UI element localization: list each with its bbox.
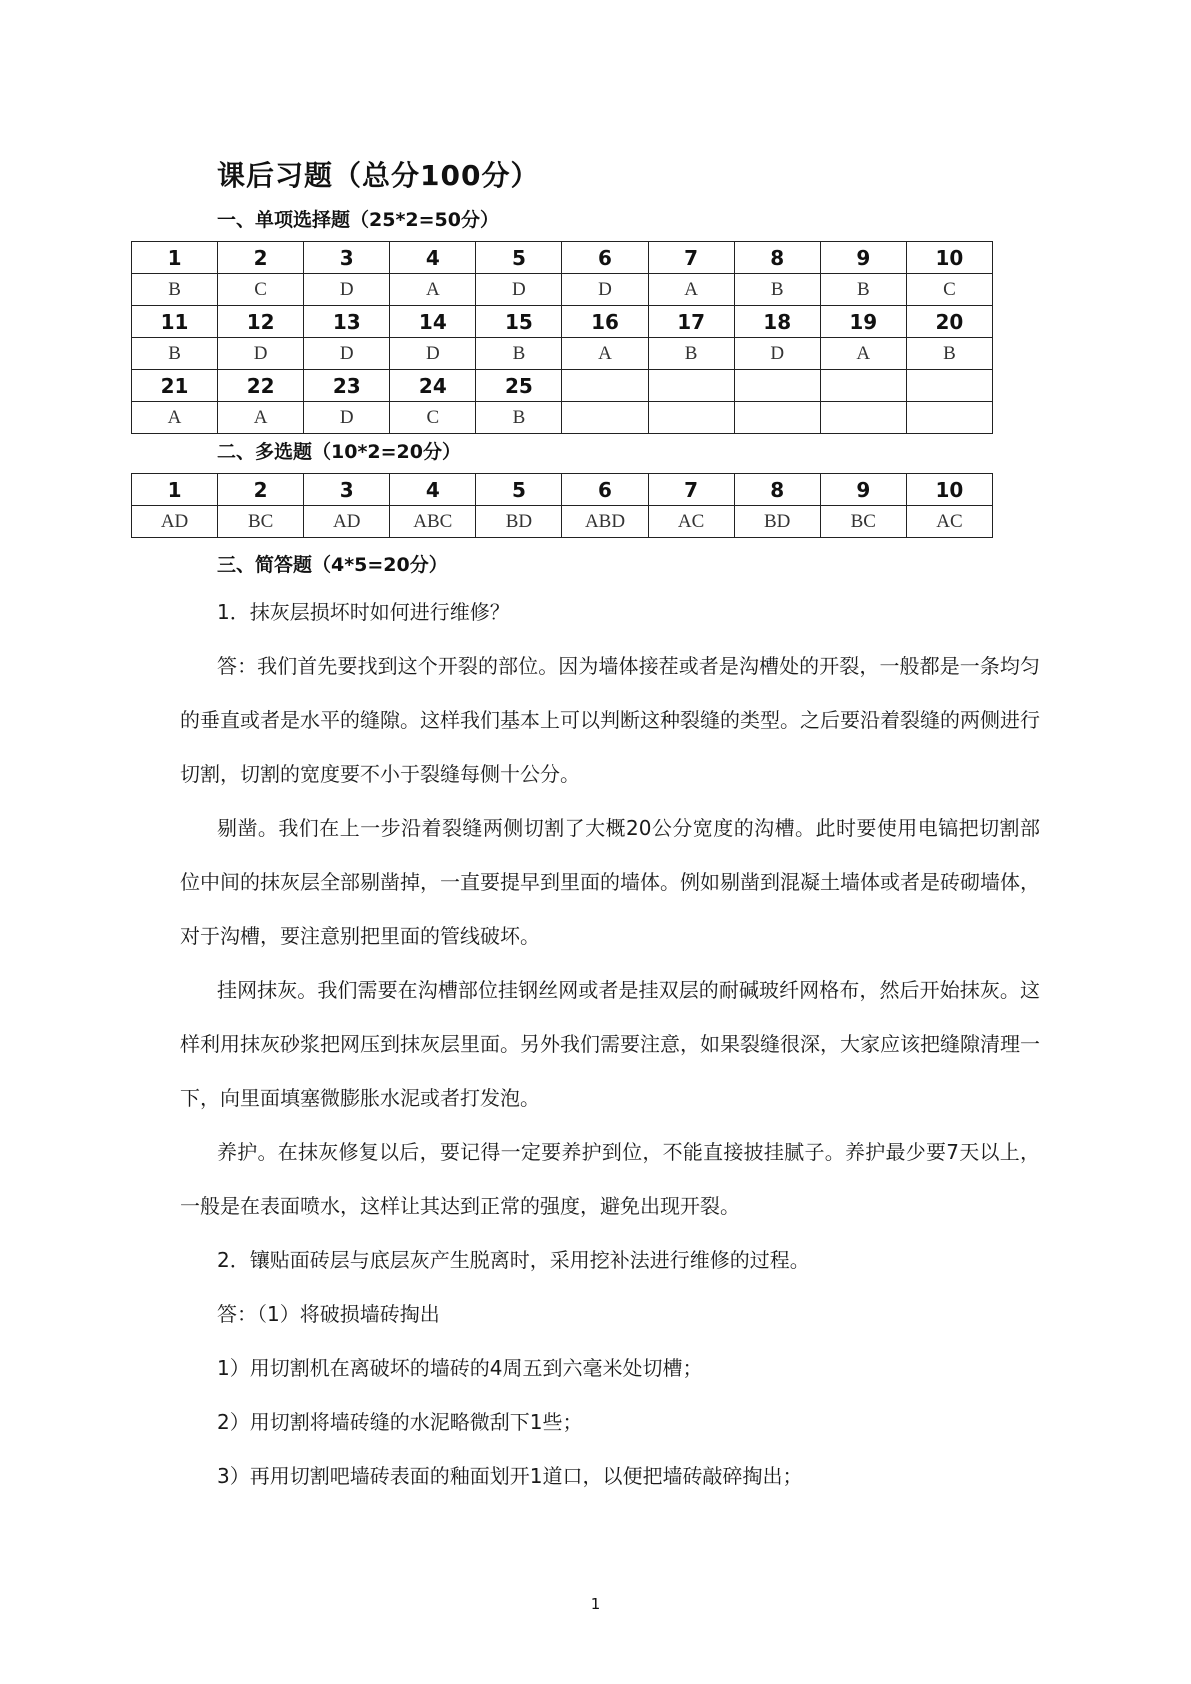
answer-cell: A <box>390 274 476 306</box>
question-number-cell: 23 <box>304 370 390 402</box>
question-number-cell: 4 <box>390 242 476 274</box>
question-number-cell: 22 <box>218 370 304 402</box>
answer-cell: AC <box>906 506 992 538</box>
answer-cell: BD <box>734 506 820 538</box>
answer-cell <box>820 402 906 434</box>
question-number-cell: 16 <box>562 306 648 338</box>
answer-row <box>132 506 993 538</box>
answer-cell: BC <box>820 506 906 538</box>
question-number-cell <box>734 370 820 402</box>
answer-cell: D <box>734 338 820 370</box>
question-number-cell: 9 <box>820 242 906 274</box>
question-number-row <box>132 474 993 506</box>
question-number-cell: 15 <box>476 306 562 338</box>
answer-cell: A <box>218 402 304 434</box>
question-number-cell: 18 <box>734 306 820 338</box>
answer-1-part-1: 答：我们首先要找到这个开裂的部位。因为墙体接茬或者是沟槽处的开裂，一般都是一条均匀的垂直或者是水平的缝隙。这样我们基本上可以判断这种裂缝的类型。之后要沿着裂缝的两侧进行切割，切割的宽度要不小于裂缝每侧十公分。 <box>180 654 1040 786</box>
short-answer-body <box>180 585 1040 1503</box>
answer-cell: B <box>734 274 820 306</box>
answer-cell: D <box>562 274 648 306</box>
answer-2-step-3: 3）再用切割吧墙砖表面的釉面划开1道口，以便把墙砖敲碎掏出； <box>217 1464 803 1488</box>
answer-cell: A <box>648 274 734 306</box>
question-number-cell: 14 <box>390 306 476 338</box>
single-choice-answer-table <box>131 241 993 434</box>
answer-cell: ABC <box>390 506 476 538</box>
question-number-cell: 10 <box>906 242 992 274</box>
question-number-cell: 17 <box>648 306 734 338</box>
question-number-cell: 20 <box>906 306 992 338</box>
question-number-cell <box>906 370 992 402</box>
answer-cell: D <box>304 338 390 370</box>
question-number-cell: 7 <box>648 474 734 506</box>
answer-cell: A <box>132 402 218 434</box>
question-number-cell: 24 <box>390 370 476 402</box>
question-number-cell: 6 <box>562 474 648 506</box>
answer-cell <box>648 402 734 434</box>
question-number-cell: 19 <box>820 306 906 338</box>
answer-1-part-3: 挂网抹灰。我们需要在沟槽部位挂钢丝网或者是挂双层的耐碱玻纤网格布，然后开始抹灰。这样利用抹灰砂浆把网压到抹灰层里面。另外我们需要注意，如果裂缝很深，大家应该把缝隙清理一下，向里面填塞微膨胀水泥或者打发泡。 <box>180 978 1040 1110</box>
section1-heading: 一、单项选择题（25*2=50分） <box>217 209 499 231</box>
question-number-cell: 6 <box>562 242 648 274</box>
answer-cell: D <box>218 338 304 370</box>
question-number-cell: 10 <box>906 474 992 506</box>
answer-cell: A <box>562 338 648 370</box>
question-number-cell: 8 <box>734 474 820 506</box>
answer-cell: C <box>218 274 304 306</box>
answer-row <box>132 402 993 434</box>
question-number-cell: 12 <box>218 306 304 338</box>
question-1: 1．抹灰层损坏时如何进行维修？ <box>217 600 510 624</box>
answer-cell: BD <box>476 506 562 538</box>
answer-cell: B <box>648 338 734 370</box>
question-number-cell: 5 <box>476 474 562 506</box>
answer-1-part-4: 养护。在抹灰修复以后，要记得一定要养护到位，不能直接披挂腻子。养护最少要7天以上，一般是在表面喷水，这样让其达到正常的强度，避免出现开裂。 <box>180 1140 1040 1218</box>
question-number-cell: 13 <box>304 306 390 338</box>
question-number-cell: 2 <box>218 474 304 506</box>
answer-cell: ABD <box>562 506 648 538</box>
question-2: 2．镶贴面砖层与底层灰产生脱离时，采用挖补法进行维修的过程。 <box>217 1248 810 1272</box>
question-number-cell: 11 <box>132 306 218 338</box>
question-number-cell: 8 <box>734 242 820 274</box>
page-title: 课后习题（总分100分） <box>217 159 540 192</box>
question-number-row <box>132 370 993 402</box>
question-number-cell: 9 <box>820 474 906 506</box>
answer-cell <box>734 402 820 434</box>
answer-2-step-2: 2）用切割将墙砖缝的水泥略微刮下1些； <box>217 1410 583 1434</box>
question-number-cell: 1 <box>132 474 218 506</box>
answer-cell: B <box>820 274 906 306</box>
answer-cell: A <box>820 338 906 370</box>
page-number: 1 <box>590 1595 601 1613</box>
answer-2-step-1: 1）用切割机在离破坏的墙砖的4周五到六毫米处切槽； <box>217 1356 703 1380</box>
question-number-cell <box>820 370 906 402</box>
question-number-cell: 2 <box>218 242 304 274</box>
answer-cell: B <box>906 338 992 370</box>
question-number-cell <box>648 370 734 402</box>
answer-cell: D <box>304 274 390 306</box>
answer-row <box>132 338 993 370</box>
question-number-row <box>132 306 993 338</box>
answer-cell <box>906 402 992 434</box>
question-number-cell: 5 <box>476 242 562 274</box>
answer-row <box>132 274 993 306</box>
answer-cell: D <box>304 402 390 434</box>
question-number-cell: 25 <box>476 370 562 402</box>
answer-cell <box>562 402 648 434</box>
section3-heading: 三、简答题（4*5=20分） <box>217 554 448 576</box>
answer-cell: AD <box>304 506 390 538</box>
question-number-cell: 21 <box>132 370 218 402</box>
answer-cell: AC <box>648 506 734 538</box>
answer-cell: B <box>132 338 218 370</box>
question-number-cell <box>562 370 648 402</box>
question-number-row <box>132 242 993 274</box>
section2-heading: 二、多选题（10*2=20分） <box>217 441 461 463</box>
question-number-cell: 4 <box>390 474 476 506</box>
multi-choice-answer-table <box>131 473 993 538</box>
answer-cell: C <box>390 402 476 434</box>
answer-cell: D <box>390 338 476 370</box>
question-number-cell: 3 <box>304 242 390 274</box>
question-number-cell: 1 <box>132 242 218 274</box>
answer-cell: BC <box>218 506 304 538</box>
answer-cell: D <box>476 274 562 306</box>
answer-cell: B <box>476 402 562 434</box>
question-number-cell: 3 <box>304 474 390 506</box>
answer-2-intro: 答：（1）将破损墙砖掏出 <box>217 1302 440 1326</box>
answer-cell: B <box>132 274 218 306</box>
answer-1-part-2: 剔凿。我们在上一步沿着裂缝两侧切割了大概20公分宽度的沟槽。此时要使用电镐把切割部位中间的抹灰层全部剔凿掉，一直要提早到里面的墙体。例如剔凿到混凝土墙体或者是砖砌墙体，对于沟槽，要注意别把里面的管线破坏。 <box>180 816 1040 948</box>
answer-cell: AD <box>132 506 218 538</box>
answer-cell: B <box>476 338 562 370</box>
question-number-cell: 7 <box>648 242 734 274</box>
answer-cell: C <box>906 274 992 306</box>
